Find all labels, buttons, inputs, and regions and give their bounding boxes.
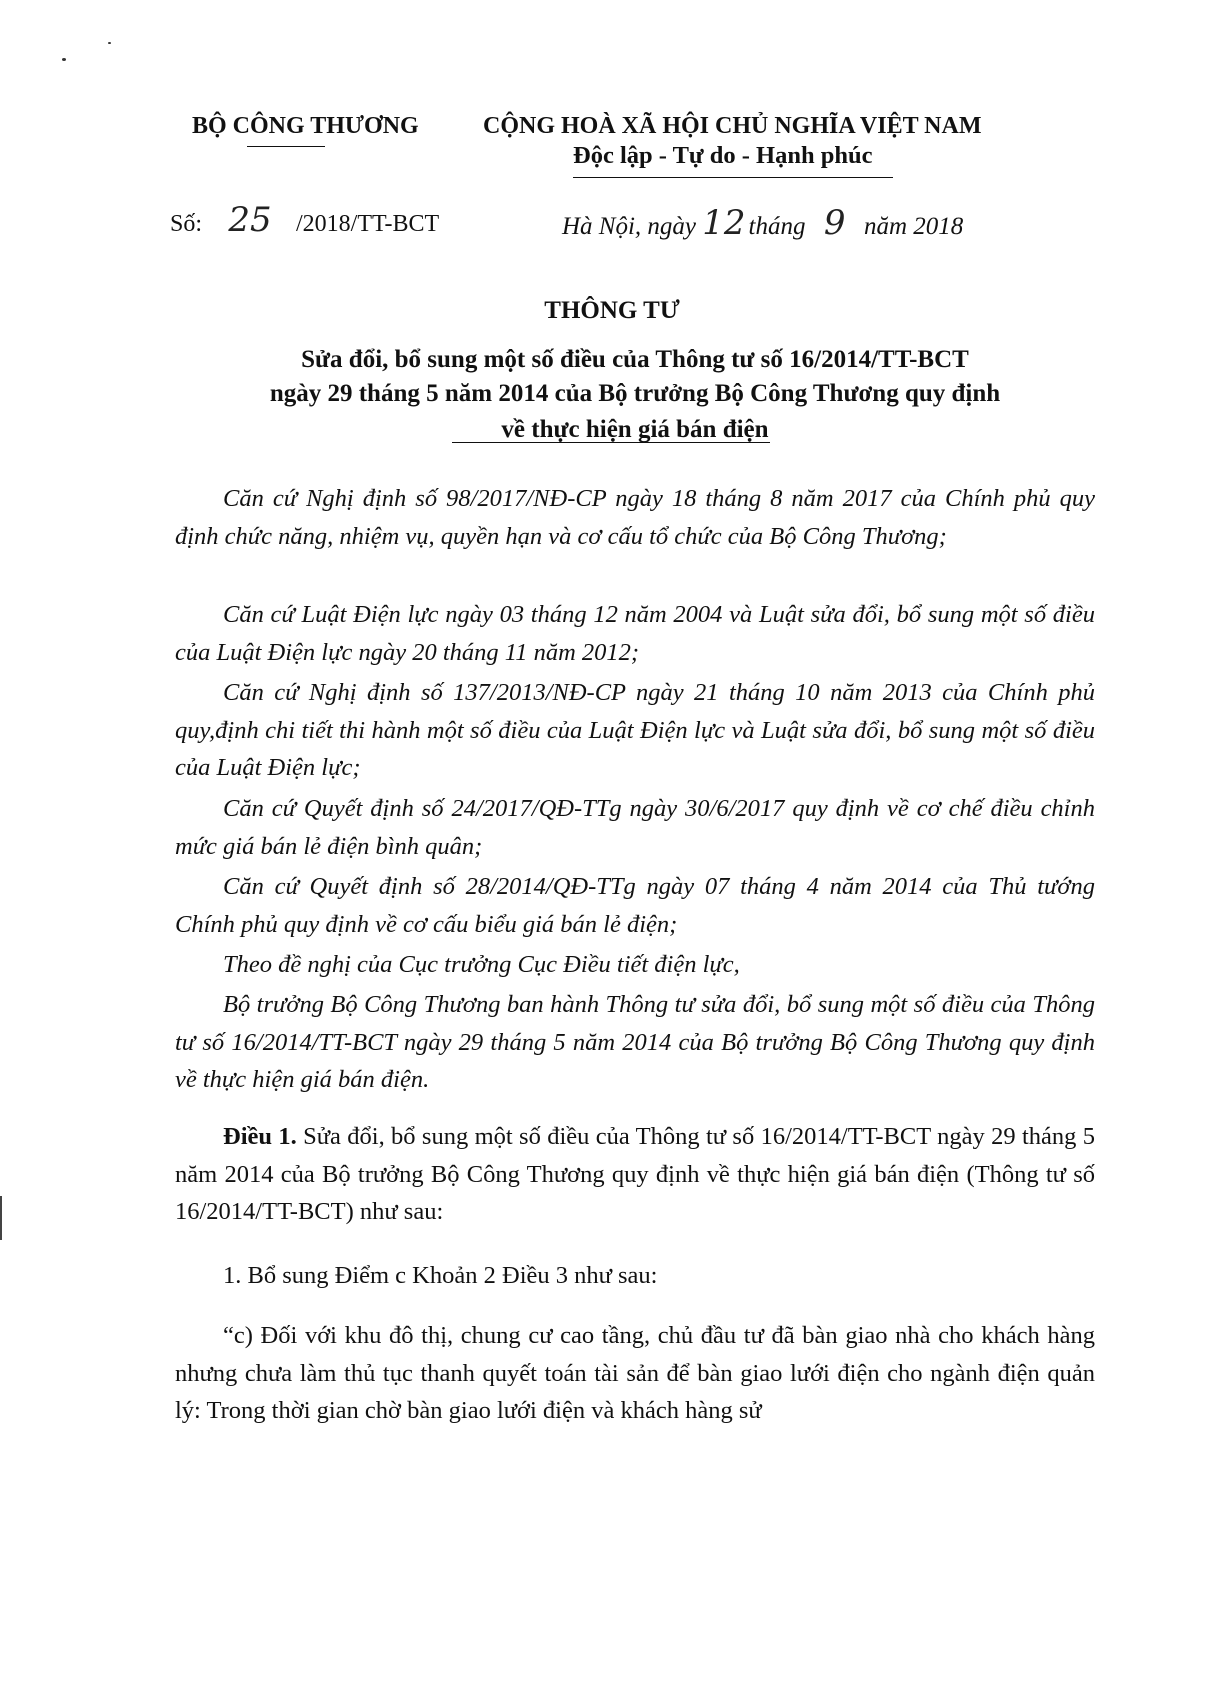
preamble-paragraph: Căn cứ Luật Điện lực ngày 03 tháng 12 năm 2004 và Luật sửa đổi, bổ sung một số điều của Luật Điện lực ngày 20 tháng 11 năm 2012; [175,601,1095,666]
republic-name: CỘNG HOÀ XÃ HỘI CHỦ NGHĨA VIỆT NAM [483,113,982,139]
article-1-label: Điều 1. [223,1123,297,1150]
quoted-point-c: “c) Đối với khu đô thị, chung cư cao tầng, chủ đầu tư đã bàn giao nhà cho khách hàng nhưng chưa làm thủ tục thanh quyết toán tài sản để bàn giao lưới điện cho ngành điện quản lý: Trong thời gian chờ bàn giao lưới điện và khách hàng sử [175,1322,1095,1424]
title-underline [452,442,770,443]
scan-speck [108,42,111,44]
article-1-text: Sửa đổi, bổ sung một số điều của Thông tư số 16/2014/TT-BCT ngày 29 tháng 5 năm 2014 của Bộ trưởng Bộ Công Thương quy định về thực hiện giá bán điện (Thông tư số 16/2014/TT-BCT) như sau: [175,1123,1096,1225]
item-1: 1. Bổ sung Điểm c Khoản 2 Điều 3 như sau: [223,1262,658,1289]
preamble-paragraph: Căn cứ Nghị định số 98/2017/NĐ-CP ngày 18 tháng 8 năm 2017 của Chính phủ quy định chức năng, nhiệm vụ, quyền hạn và cơ cấu tổ chức của Bộ Công Thương; [175,485,1095,550]
preamble-paragraph: Căn cứ Nghị định số 137/2013/NĐ-CP ngày 21 tháng 10 năm 2013 của Chính phủ quy,định chi tiết thi hành một số điều của Luật Điện lực và Luật sửa đổi, bổ sung một số điều của Luật Điện lực; [175,679,1095,781]
title-line-1: Sửa đổi, bổ sung một số điều của Thông tư số 16/2014/TT-BCT [301,346,969,373]
motto-underline [573,177,893,178]
article-1 [175,1118,1095,1231]
place-date [562,203,963,243]
document-number [170,200,439,240]
ministry-name: BỘ CÔNG THƯƠNG [192,113,419,139]
month-label: tháng [748,213,806,240]
preamble-paragraph: Căn cứ Quyết định số 24/2017/QĐ-TTg ngày 30/6/2017 quy định về cơ chế điều chỉnh mức giá bán lẻ điện bình quân; [175,795,1095,860]
preamble-paragraph: Căn cứ Quyết định số 28/2014/QĐ-TTg ngày 07 tháng 4 năm 2014 của Thủ tướng Chính phủ quy định về cơ cấu biểu giá bán lẻ điện; [175,873,1095,938]
year-text: năm 2018 [863,213,964,240]
preamble-paragraph: Theo đề nghị của Cục trưởng Cục Điều tiết điện lực, [223,951,740,978]
binding-edge-mark [0,1196,2,1240]
scan-speck [62,58,66,61]
number-label: Số: [170,211,203,237]
handwritten-number: 25 [228,200,272,240]
ministry-underline [247,146,325,147]
national-motto: Độc lập - Tự do - Hạnh phúc [573,142,873,169]
handwritten-month: 9 [823,203,846,243]
handwritten-day: 12 [702,203,746,243]
document-type: THÔNG TƯ [544,297,680,324]
title-line-3: về thực hiện giá bán điện [501,416,769,443]
date-prefix: Hà Nội, ngày [562,213,697,240]
number-suffix: /2018/TT-BCT [296,211,440,237]
title-line-2: ngày 29 tháng 5 năm 2014 của Bộ trưởng Bộ Công Thương quy định [269,380,1001,407]
preamble-paragraph: Bộ trưởng Bộ Công Thương ban hành Thông tư sửa đổi, bổ sung một số điều của Thông tư số 16/2014/TT-BCT ngày 29 tháng 5 năm 2014 của Bộ trưởng Bộ Công Thương quy định về thực hiện giá bán điện. [175,991,1095,1093]
